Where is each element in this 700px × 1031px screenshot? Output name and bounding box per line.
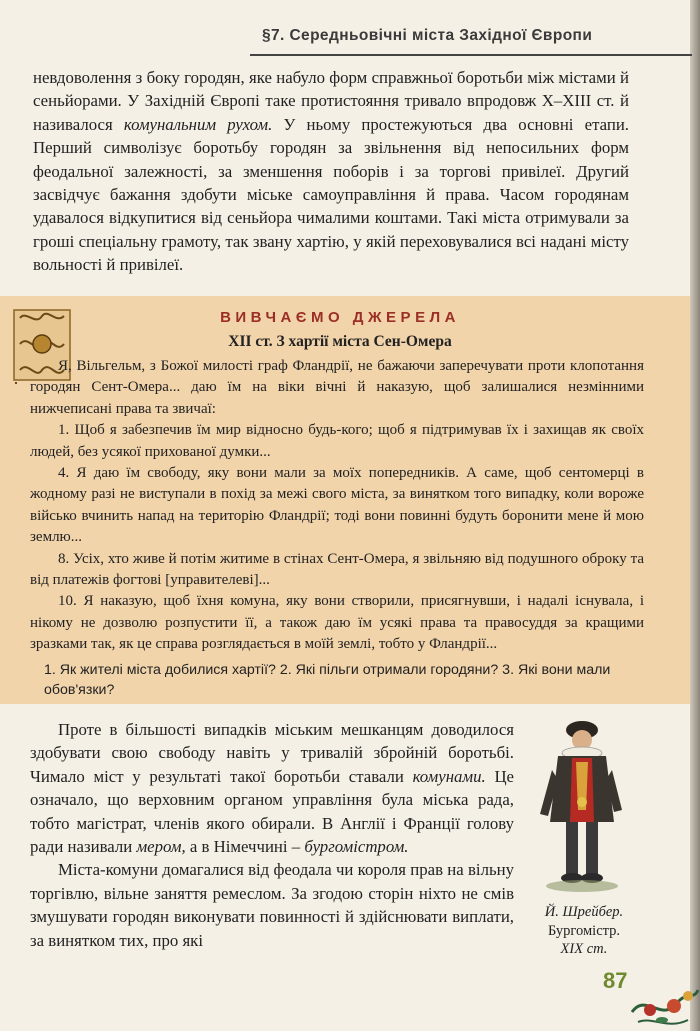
burgomaster-portrait-illustration [532, 710, 632, 900]
intro-paragraph [33, 66, 629, 277]
caption-role: Бургомістр. [547, 922, 621, 939]
body-text-part: Проте в більшості випадків міським мешканцям доводилося здобувати свою свободу навіть у тривалій збройній боротьбі. Чимало міст у результаті такої боротьби ставали [30, 720, 514, 786]
page-edge [690, 0, 700, 1031]
source-questions: 1. Як жителі міста добилися хартії? 2. Які пільги отримали городяни? 3. Які вони мали обов'язки? [44, 662, 611, 698]
page-number: 87 [603, 968, 628, 993]
body-term-mayor: мером, [136, 837, 186, 857]
caption-name: Й. Шрейбер. [544, 904, 624, 920]
source-paragraph: 4. Я даю їм свободу, яку вони мали за моїх попередників. А саме, щоб сентомерці в жодному разі не виступали в похід за межі свого міста, за винятком того випадку, коли вороже військо вчинить напад на територію Фландрії; тоді вони повинні будуть боронити мене й мою землю... [30, 465, 644, 546]
sources-title: ВИВЧАЄМО ДЖЕРЕЛА [220, 309, 460, 326]
body-text-part: а в Німеччині – [185, 837, 305, 857]
header-rule [250, 54, 692, 56]
sources-subtitle: ХІІ ст. З хартії міста Сен-Омера [228, 333, 452, 350]
body-term-burgomaster: бургомістром. [304, 837, 409, 857]
portrait-caption [530, 903, 638, 959]
source-text [30, 356, 644, 656]
body-text-part: Це означало, що верховним органом управління була міська рада, тобто магістрат, членів якого обирали. В Англії і Франції голову ради називали [30, 766, 515, 857]
intro-text-2: У ньому простежуються два основні етапи. Перший символізує боротьбу городян за звільнення від непосильних форм феодальної залежності, за зменшення поборів і за торгові привілеї. Другий засвідчує бажання здобути міське самоуправління й права. Часом городянам удавалося відкупитися від сеньйора чималими коштами. Такі міста отримували за гроші спеціальну грамоту, так звану хартію, у якій переховувалися всі надані місту вольності й привілеї. [33, 114, 630, 275]
body-paragraph: Міста-комуни домагалися від феодала чи короля прав на вільну торгівлю, вільне заняття ремеслом. За згодою сторін ніхто не смів змушувати городян виконувати повинності й здійснювати виплати, за винятком тих, про які [30, 860, 514, 950]
body-paragraph [30, 718, 514, 858]
sources-box [0, 296, 690, 704]
corner-floral-ornament [628, 972, 700, 1031]
source-paragraph: 1. Щоб я забезпечив їм мир відносно будь-кого; щоб я підтримував їх і захищав як своїх людей, без усякої прихованої думки... [30, 422, 644, 460]
source-paragraph: 8. Усіх, хто живе й потім житиме в стінах Сент-Омера, я звільняю від подушного оброку та від платежів фогтові [управителеві]... [30, 550, 644, 589]
intro-term: комунальним рухом. [123, 114, 273, 134]
source-paragraph: Я, Вільгельм, з Божої милості граф Фландрії, не бажаючи заперечувати проти клопотання городян Сент-Омера... даю їм на віки вічні й наказую, щоб залишалися незмінними нижчеписані права та звичаї: [30, 358, 644, 417]
body-text [30, 718, 514, 952]
intro-text-1: невдоволення з боку городян, яке набуло форм справжньої боротьби між містами й сеньйорами. У Західній Європі таке протистояння тривало впродовж Х–ХІІІ ст. й називалося [33, 68, 629, 134]
page-header-title: §7. Середньовічні міста Західної Європи [262, 27, 593, 44]
caption-century: ХІХ ст. [560, 941, 608, 957]
body-term-communes: комунами. [412, 766, 486, 786]
source-paragraph: 10. Я наказую, щоб їхня комуна, яку вони створили, присягнувши, і надалі існувала, і нікому не дозволю розпустити її, а також даю їм усякі права та правосуддя за кращими зразками так, як це справа розглядається в моїй землі, тобто у Фландрії... [30, 593, 644, 653]
